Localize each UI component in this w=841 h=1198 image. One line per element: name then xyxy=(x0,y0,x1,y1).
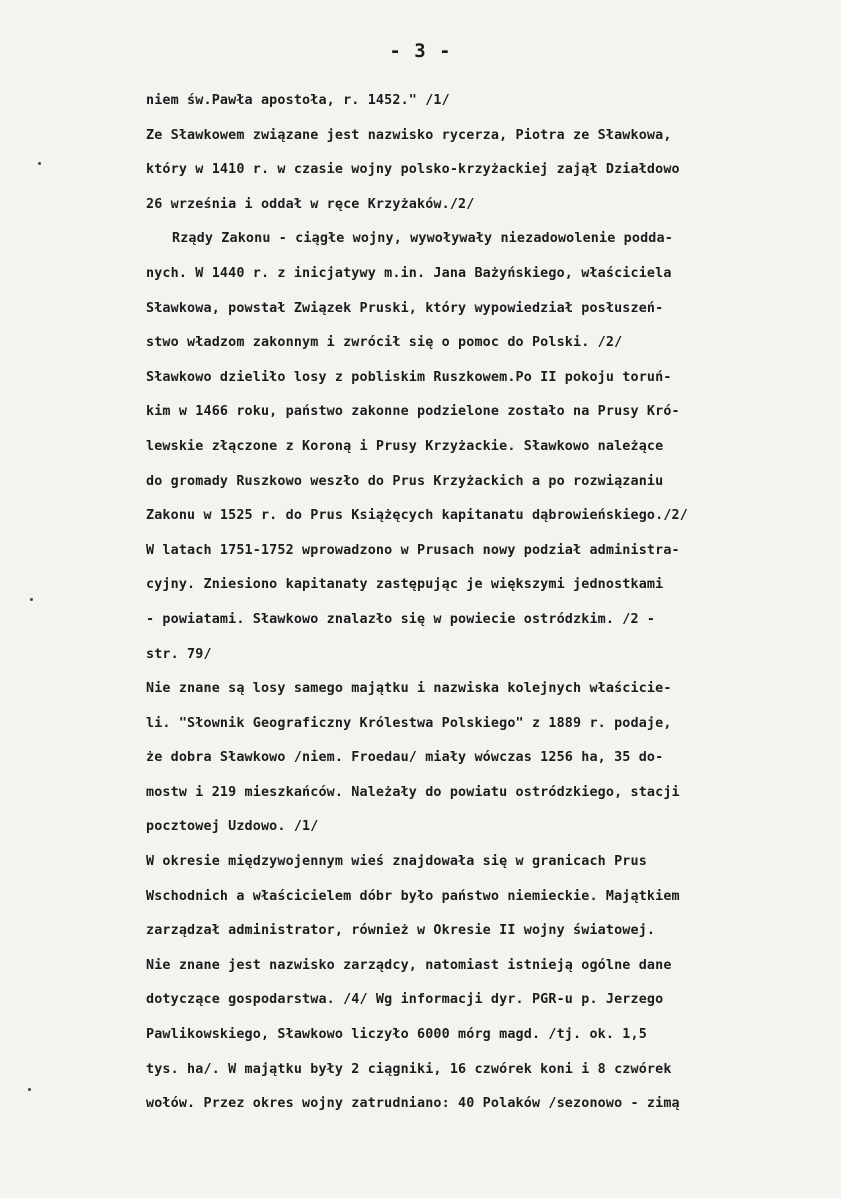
text-line: 26 września i oddał w ręce Krzyżaków./2/ xyxy=(146,196,475,212)
text-line: li. "Słownik Geograficzny Królestwa Polskiego" z 1889 r. podaje, xyxy=(146,715,672,731)
text-line: tys. ha/. W majątku były 2 ciągniki, 16 czwórek koni i 8 czwórek xyxy=(146,1061,672,1077)
page-number: - 3 - xyxy=(389,40,452,62)
text-line: nych. W 1440 r. z inicjatywy m.in. Jana Bażyńskiego, właściciela xyxy=(146,265,672,281)
text-line: lewskie złączone z Koroną i Prusy Krzyżackie. Sławkowo należące xyxy=(146,438,664,454)
text-line: Rządy Zakonu - ciągłe wojny, wywoływały niezadowolenie podda- xyxy=(172,231,673,247)
text-line: do gromady Ruszkowo weszło do Prus Krzyżackich a po rozwiązaniu xyxy=(146,473,664,489)
text-line: W latach 1751-1752 wprowadzono w Prusach nowy podział administra- xyxy=(146,542,680,558)
text-line: że dobra Sławkowo /niem. Froedau/ miały wówczas 1256 ha, 35 do- xyxy=(146,750,664,766)
text-line: cyjny. Zniesiono kapitanaty zastępując je większymi jednostkami xyxy=(146,577,664,593)
text-line: zarządzał administrator, również w Okresie II wojny światowej. xyxy=(146,923,656,939)
text-line: wołów. Przez okres wojny zatrudniano: 40 Polaków /sezonowo - zimą xyxy=(146,1096,680,1112)
text-line: Sławkowa, powstał Związek Pruski, który wypowiedział posłuszeń- xyxy=(146,300,664,316)
text-line: Sławkowo dzieliło losy z pobliskim Ruszkowem.Po II pokoju toruń- xyxy=(146,369,672,385)
margin-mark xyxy=(38,162,41,165)
text-line: Wschodnich a właścicielem dóbr było państwo niemieckie. Majątkiem xyxy=(146,888,680,904)
text-line: Ze Sławkowem związane jest nazwisko rycerza, Piotra ze Sławkowa, xyxy=(146,127,672,143)
text-line: Zakonu w 1525 r. do Prus Książęcych kapitanatu dąbrowieńskiego./2/ xyxy=(146,508,688,524)
text-line: Pawlikowskiego, Sławkowo liczyło 6000 mórg magd. /tj. ok. 1,5 xyxy=(146,1027,647,1043)
text-line: pocztowej Uzdowo. /1/ xyxy=(146,819,319,835)
text-line: Nie znane są losy samego majątku i nazwiska kolejnych właściciе- xyxy=(146,681,672,697)
body-text xyxy=(146,84,818,1122)
text-line: Nie znane jest nazwisko zarządcy, natomiast istnieją ogólne dane xyxy=(146,957,672,973)
text-line: niem św.Pawła apostoła, r. 1452." /1/ xyxy=(146,93,450,108)
text-line: kim w 1466 roku, państwo zakonne podzielone zostało na Prusy Kró- xyxy=(146,404,680,420)
text-line: W okresie międzywojennym wieś znajdowała się w granicach Prus xyxy=(146,854,647,870)
text-line: który w 1410 r. w czasie wojny polsko-krzyżackiej zajął Działdowo xyxy=(146,162,680,178)
text-line: str. 79/ xyxy=(146,646,212,662)
text-line: stwo władzom zakonnym i zwrócił się o pomoc do Polski. /2/ xyxy=(146,335,623,351)
text-line: - powiatami. Sławkowo znalazło się w powiecie ostródzkim. /2 - xyxy=(146,611,656,627)
text-line: dotyczące gospodarstwa. /4/ Wg informacji dyr. PGR-u p. Jerzego xyxy=(146,992,664,1008)
margin-mark xyxy=(30,598,33,601)
text-line: mostw i 219 mieszkańców. Należały do powiatu ostródzkiego, stacji xyxy=(146,784,680,800)
margin-mark xyxy=(28,1088,31,1091)
